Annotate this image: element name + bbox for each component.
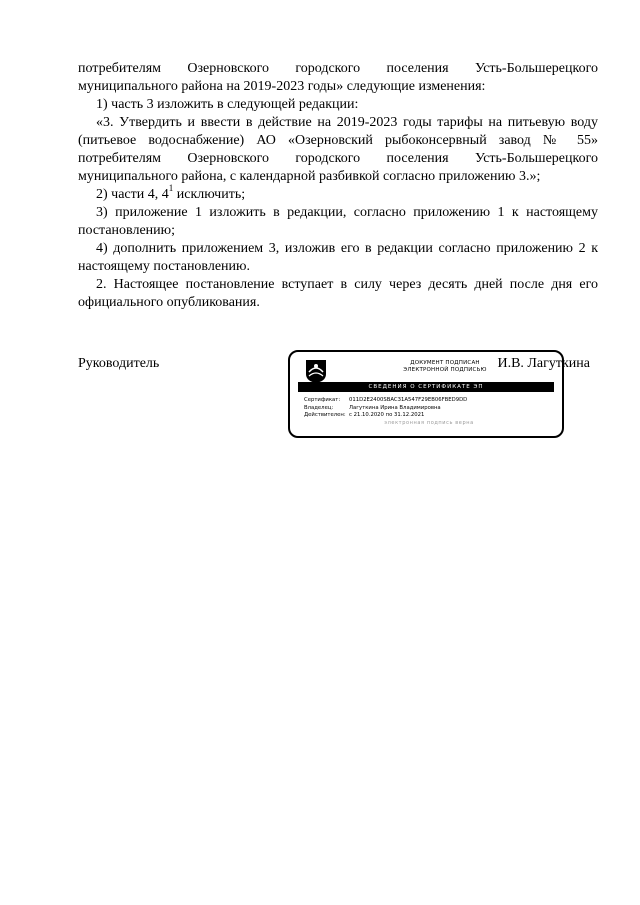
paragraph-4-tail: исключить; — [173, 187, 246, 202]
stamp-key: Сертификат: — [304, 397, 341, 403]
paragraph-6: 4) дополнить приложением 3, изложив его в редакции согласно приложению 2 к настоящему постановлению. — [78, 241, 598, 274]
stamp-header-line-2: ЭЛЕКТРОННОЙ ПОДПИСЬЮ — [403, 367, 487, 373]
paragraph-1: потребителям Озерновского городского поселения Усть-Большерецкого муниципального района на 2019-2023 годы» следующие изменения: — [78, 61, 598, 94]
document-body — [78, 60, 598, 312]
paragraph-4 — [78, 183, 598, 204]
paragraph-2: 1) часть 3 изложить в следующей редакции: — [96, 97, 359, 112]
stamp-key: Действителен: — [304, 412, 346, 418]
paragraph-7: 2. Настоящее постановление вступает в силу через десять дней после дня его официального опубликования. — [78, 277, 598, 310]
stamp-value: 011D2E2400SBAC31A547F29EB06FBED9DD — [349, 397, 468, 403]
paragraph-3: «3. Утвердить и ввести в действие на 2019-2023 годы тарифы на питьевую воду (питьевое водоснабжение) АО «Озерновский рыбоконсервный завод № 55» потребителям Озерновского городского поселения Усть-Большерецкого муниципального района, с календарной разбивкой согласно приложению 3.»; — [78, 115, 598, 184]
stamp-details — [304, 397, 554, 420]
stamp-certificate-bar: СВЕДЕНИЯ О СЕРТИФИКАТЕ ЭП — [298, 382, 554, 392]
stamp-key: Владелец: — [304, 404, 334, 411]
stamp-header-line-1: ДОКУМЕНТ ПОДПИСАН — [410, 360, 480, 366]
stamp-footer: электронная подпись верна — [384, 420, 474, 426]
stamp-value: с 21.10.2020 по 31.12.2021 — [349, 412, 425, 418]
stamp-row — [304, 397, 554, 405]
signature-block — [78, 356, 598, 446]
emblem-icon — [304, 358, 328, 384]
paragraph-4-text: 2) части 4, 4 — [96, 187, 169, 202]
signatory-title: Руководитель — [78, 356, 160, 371]
paragraph-5: 3) приложение 1 изложить в редакции, согласно приложению 1 к настоящему постановлению; — [78, 205, 598, 238]
stamp-value: Лагуткина Ирина Владимировна — [349, 404, 441, 411]
stamp-row — [304, 412, 554, 420]
superscript: 1 — [168, 183, 174, 194]
stamp-row — [304, 405, 554, 413]
signatory-name: И.В. Лагуткина — [497, 356, 590, 371]
